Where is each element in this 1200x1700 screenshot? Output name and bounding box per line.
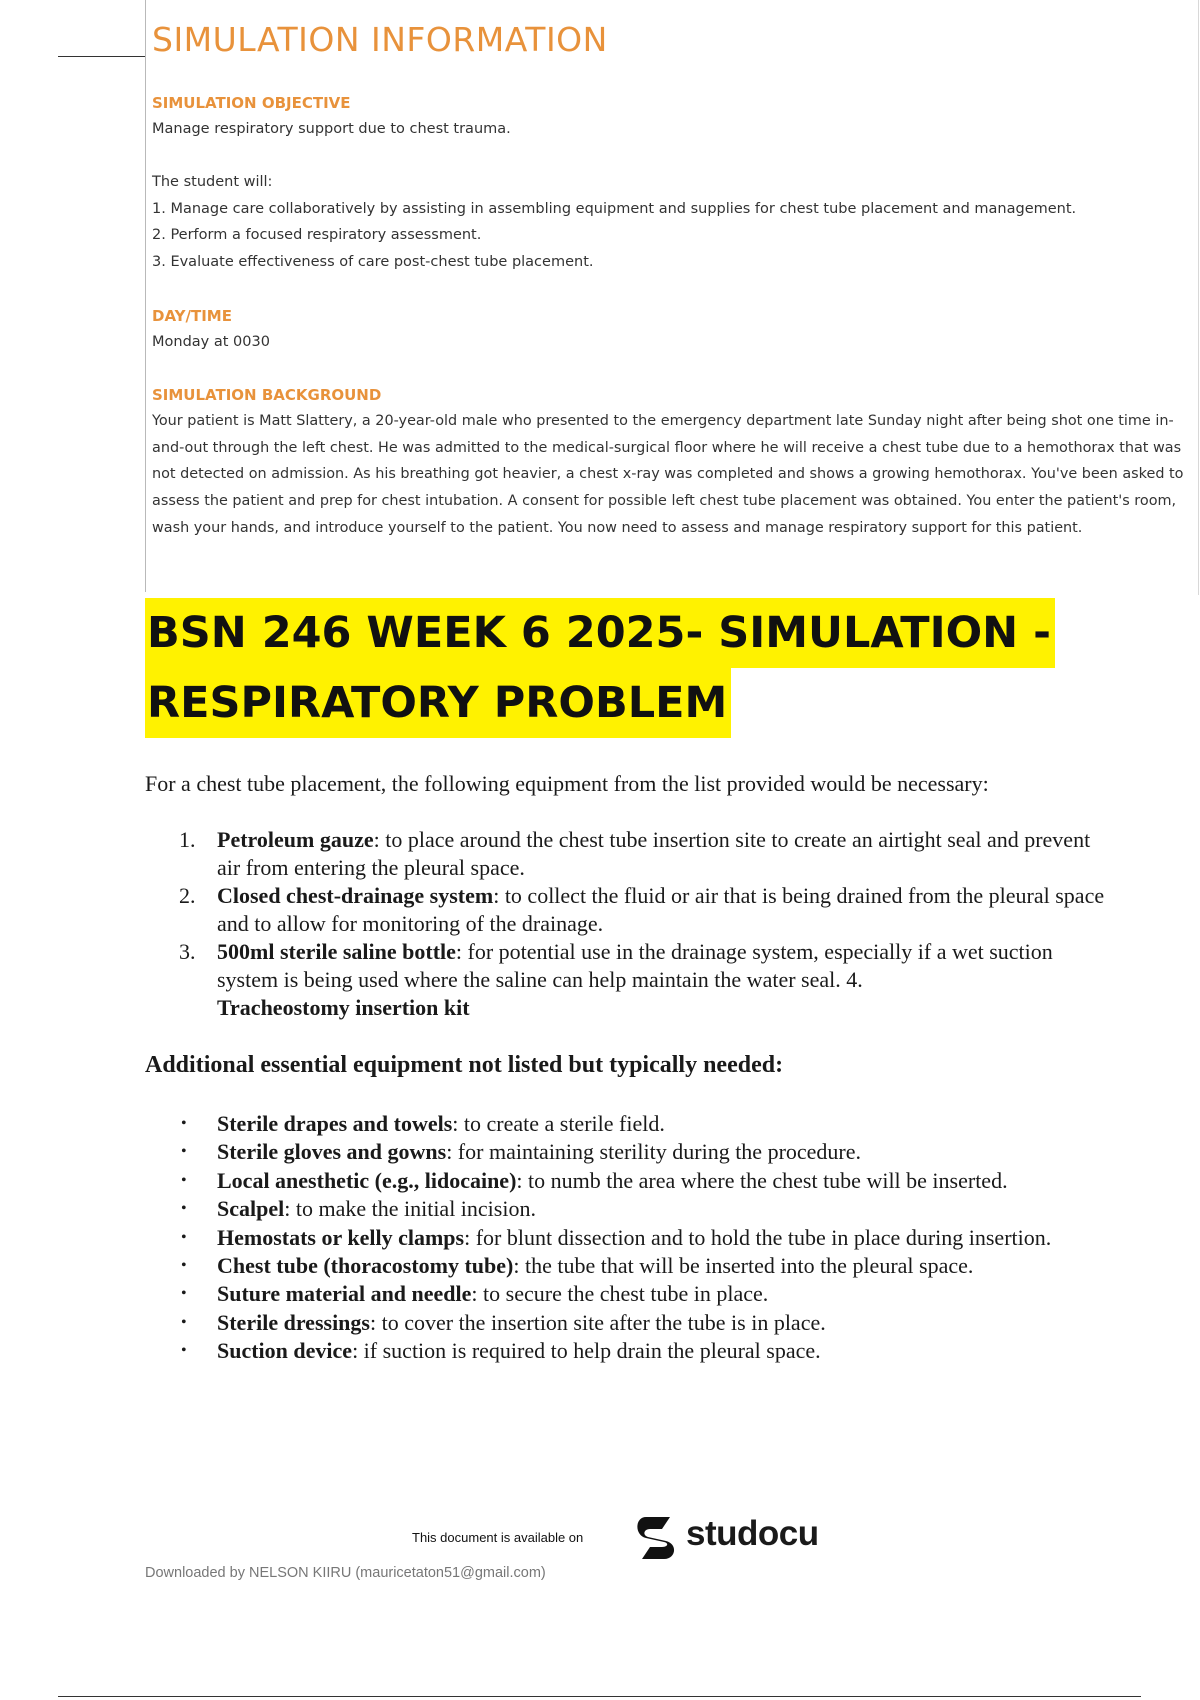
list-item <box>145 938 1105 1022</box>
item-description: : if suction is required to help drain the pleural space. <box>352 1338 821 1364</box>
item-description: : to secure the chest tube in place. <box>471 1281 769 1307</box>
studocu-brand[interactable]: studocu <box>686 1514 819 1553</box>
image-left-border <box>145 0 146 592</box>
list-item <box>145 1110 1105 1138</box>
item-term: Suture material and needle <box>217 1281 472 1307</box>
item-term: Local anesthetic (e.g., lidocaine) <box>217 1167 517 1193</box>
item-description: : to make the initial incision. <box>284 1196 536 1222</box>
bullet-icon: • <box>181 1313 187 1331</box>
daytime-heading: DAY/TIME <box>152 307 232 325</box>
additional-equipment-list <box>145 1110 1105 1366</box>
objective-text: Manage respiratory support due to chest trauma. <box>152 121 511 137</box>
bullet-icon: • <box>181 1342 187 1360</box>
item-term: Sterile drapes and towels <box>217 1111 453 1136</box>
list-item <box>145 1224 1105 1252</box>
item-extra-term: Tracheostomy insertion kit <box>217 995 470 1020</box>
objective-item: 1. Manage care collaboratively by assisting in assembling equipment and supplies for chest tube placement and management. <box>152 201 1077 217</box>
item-description: : to collect the fluid or air that is being drained from the pleural space and to allow for monitoring of the drainage. <box>217 883 1105 936</box>
item-term: Closed chest-drainage system <box>217 883 494 908</box>
item-description: : for potential use in the drainage system, especially if a wet suction system is being used where the saline can help maintain the water seal. 4. <box>217 939 1053 992</box>
document-title-line-1: BSN 246 WEEK 6 2025- SIMULATION - <box>145 598 1055 668</box>
item-number: 1. <box>179 827 196 852</box>
item-term: 500ml sterile saline bottle <box>217 939 456 964</box>
item-number: 3. <box>179 939 196 964</box>
bottom-rule <box>58 1696 1141 1697</box>
list-item <box>145 1337 1105 1365</box>
list-item <box>145 826 1105 882</box>
item-description: : to cover the insertion site after the tube is in place. <box>369 1309 826 1335</box>
item-description: : to place around the chest tube insertion site to create an airtight seal and prevent air from entering the pleural space. <box>217 827 1091 880</box>
item-term: Suction device <box>217 1338 353 1364</box>
item-term: Petroleum gauze <box>217 827 374 852</box>
bullet-icon: • <box>181 1200 187 1218</box>
bullet-icon: • <box>181 1115 187 1132</box>
student-will: The student will: <box>152 174 273 190</box>
bullet-icon: • <box>181 1257 187 1275</box>
item-term: Hemostats or kelly clamps <box>217 1224 465 1250</box>
bullet-icon: • <box>181 1143 187 1161</box>
item-description: : the tube that will be inserted into the pleural space. <box>513 1253 974 1279</box>
item-description: : to create a sterile field. <box>452 1111 665 1136</box>
bullet-icon: • <box>181 1228 187 1246</box>
availability-text: This document is available on <box>412 1530 584 1545</box>
list-item <box>145 882 1105 938</box>
bullet-icon: • <box>181 1285 187 1303</box>
list-item <box>145 1309 1105 1337</box>
list-item <box>145 1252 1105 1280</box>
list-item <box>145 1138 1105 1166</box>
item-description: : for maintaining sterility during the procedure. <box>446 1139 862 1165</box>
item-term: Sterile gloves and gowns <box>217 1139 447 1165</box>
document-title-line-2: RESPIRATORY PROBLEM <box>145 668 731 738</box>
studocu-logo-icon[interactable] <box>632 1513 682 1563</box>
intro-text: For a chest tube placement, the following equipment from the list provided would be necessary: <box>145 771 989 796</box>
objective-item: 3. Evaluate effectiveness of care post-chest tube placement. <box>152 254 594 270</box>
image-right-border <box>1198 0 1199 595</box>
daytime-text: Monday at 0030 <box>152 334 270 350</box>
item-description: : to numb the area where the chest tube will be inserted. <box>516 1167 1008 1193</box>
item-term: Sterile dressings <box>217 1309 370 1335</box>
objective-item: 2. Perform a focused respiratory assessment. <box>152 227 482 243</box>
item-term: Chest tube (thoracostomy tube) <box>217 1253 514 1279</box>
downloaded-by-text: Downloaded by NELSON KIIRU (mauricetaton51@gmail.com) <box>145 1565 546 1581</box>
background-text: Your patient is Matt Slattery, a 20-year-old male who presented to the emergency department late Sunday night after being shot one time in-and-out through the left chest. He was admitted to the medical-surgical floor where he will receive a chest tube due to a hemothorax that was not detected on admission. As his breathing got heavier, a chest x-ray was completed and shows a growing hemothorax. You've been asked to assess the patient and prep for chest intubation. A consent for possible left chest tube placement was obtained. You enter the patient's room, wash your hands, and introduce yourself to the patient. You now need to assess and manage respiratory support for this patient. <box>152 413 1184 536</box>
list-item <box>145 1195 1105 1223</box>
simulation-title: SIMULATION INFORMATION <box>152 20 608 59</box>
list-item <box>145 1167 1105 1195</box>
bullet-icon: • <box>181 1171 187 1189</box>
objective-heading: SIMULATION OBJECTIVE <box>152 94 351 112</box>
equipment-list <box>145 826 1105 1022</box>
item-number: 2. <box>179 883 196 908</box>
background-heading: SIMULATION BACKGROUND <box>152 386 382 404</box>
item-description: : for blunt dissection and to hold the tube in place during insertion. <box>464 1224 1052 1250</box>
additional-heading: Additional essential equipment not listed but typically needed: <box>145 1052 784 1078</box>
top-left-rule <box>58 56 146 57</box>
item-term: Scalpel <box>217 1196 285 1222</box>
list-item <box>145 1280 1105 1308</box>
